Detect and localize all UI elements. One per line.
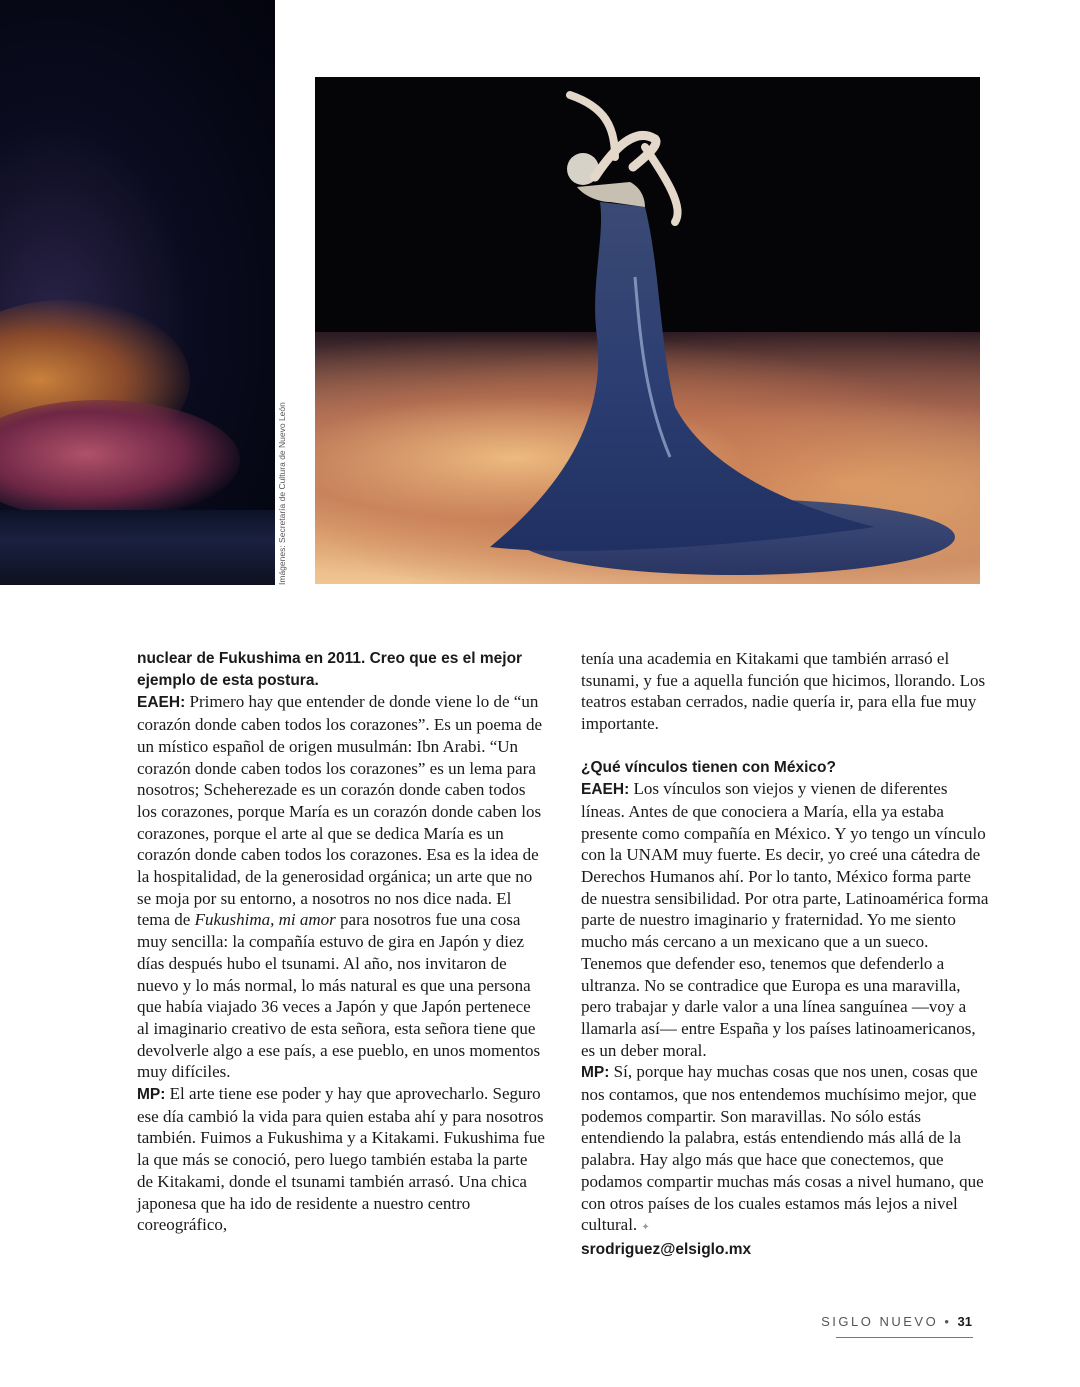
answer-paragraph <box>137 691 547 1083</box>
speaker-label: MP: <box>137 1086 166 1104</box>
photo-dancers-group <box>0 0 275 585</box>
publication-name: SIGLO NUEVO <box>821 1314 939 1329</box>
question-continued: nuclear de Fukushima en 2011. Creo que es el mejor ejemplo de esta postura. <box>137 650 523 689</box>
article-column-left <box>137 648 547 1236</box>
page-footer <box>821 1314 972 1329</box>
answer-text: El arte tiene ese poder y hay que aprovecharlo. Seguro ese día cambió la vida para quien estaba ahí y para nosotros también. Fuimos a Fukushima y a Kitakami. Fukushima fue la que más se conoció, pero luego también estaba la parte de Kitakami, donde el tsunami también arrasó. Una chica japonesa que ha ido de residente a nuestro centro coreográfico, <box>137 1084 545 1235</box>
author-email[interactable]: srodriguez@elsiglo.mx <box>581 1240 752 1258</box>
answer-text: Primero hay que entender de donde viene lo de “un corazón donde caben todos los corazones”. Es un poema de un místico español de origen musulmán: Ibn Arabi. “Un corazón donde caben todos los corazones” es un lema para nosotros; Scheherezade es un corazón donde caben todos los corazones, porque María es un corazón donde caben los corazones, porque el arte al que se dedica María es un corazón donde caben todos los corazones. Esa es la idea de la hospitalidad, de la generosidad orgánica; un arte que no se moja por su entorno, a nosotros no nos dice nada. El tema de <box>137 692 543 930</box>
speaker-label: EAEH: <box>581 781 630 799</box>
paragraph-gap <box>581 735 991 757</box>
speaker-label: EAEH: <box>137 694 186 712</box>
answer-paragraph-continued: tenía una academia en Kitakami que también arrasó el tsunami, y fue a aquella función que hicimos, llorando. Los teatros estaban cerrados, nadie quería ir, para ella fue muy importante. <box>581 649 986 734</box>
work-title-italic: Fukushima, mi amor <box>194 910 336 930</box>
answer-paragraph <box>581 1061 991 1239</box>
answer-paragraph <box>581 778 991 1061</box>
answer-text: para nosotros fue una cosa muy sencilla: la compañía estuvo de gira en Japón y diez días después hubo el tsunami. Al año, nos invitaron de nuevo y lo más normal, lo más natural es que una persona que había viajado 36 veces a Japón y que Japón pertenece al imaginario creativo de esta señora, esta señora tiene que devolverle algo a ese país, a ese pueblo, en unos momentos muy difíciles. <box>137 910 541 1082</box>
answer-paragraph <box>137 1083 547 1236</box>
interview-question: ¿Qué vínculos tienen con México? <box>581 758 836 776</box>
stage-floor <box>0 510 275 585</box>
photo-dancer-blue-gown <box>315 77 980 584</box>
end-mark-icon: ✦ <box>641 1222 650 1234</box>
article-column-right <box>581 648 991 1261</box>
answer-text: Los vínculos son viejos y vienen de diferentes líneas. Antes de que conociera a María, ella ya estaba presente como compañía en México. Y yo tengo un vínculo con la UNAM muy fuerte. Es decir, yo creé una cátedra de Derechos Humanos ahí. Por lo tanto, México forma parte de nuestra sensibilidad. Por otra parte, Latinoamérica forma parte de nuestro imaginario y fraternidad. Yo me siento mucho más cercano a un mexicano que a un sueco. Tenemos que defender eso, tenemos que defenderlo a ultranza. No se contradice que Europa es una maravilla, pero trabajar y darle valor a una línea sanguínea —voy a llamarla así— entre España y los países latinoamericanos, es un deber moral. <box>581 779 989 1060</box>
speaker-label: MP: <box>581 1064 610 1082</box>
dancer-figure-red <box>0 400 240 520</box>
page-number: 31 <box>957 1314 972 1329</box>
dancer-silhouette <box>315 77 980 584</box>
photo-credit: Imágenes: Secretaría de Cultura de Nuevo León <box>277 402 287 585</box>
footer-rule <box>836 1337 973 1338</box>
footer-separator: • <box>944 1314 952 1329</box>
answer-text: Sí, porque hay muchas cosas que nos unen, cosas que nos contamos, que nos entendemos muchísimo mejor, que podemos compartir. Son maravillas. No sólo estás entendiendo la palabra, estás entendiendo más allá de la palabra. Hay algo más que hace que conectemos, que podamos compartir muchas más cosas a nivel humano, que con otros países de los cuales estamos más lejos a nivel cultural. <box>581 1062 984 1235</box>
